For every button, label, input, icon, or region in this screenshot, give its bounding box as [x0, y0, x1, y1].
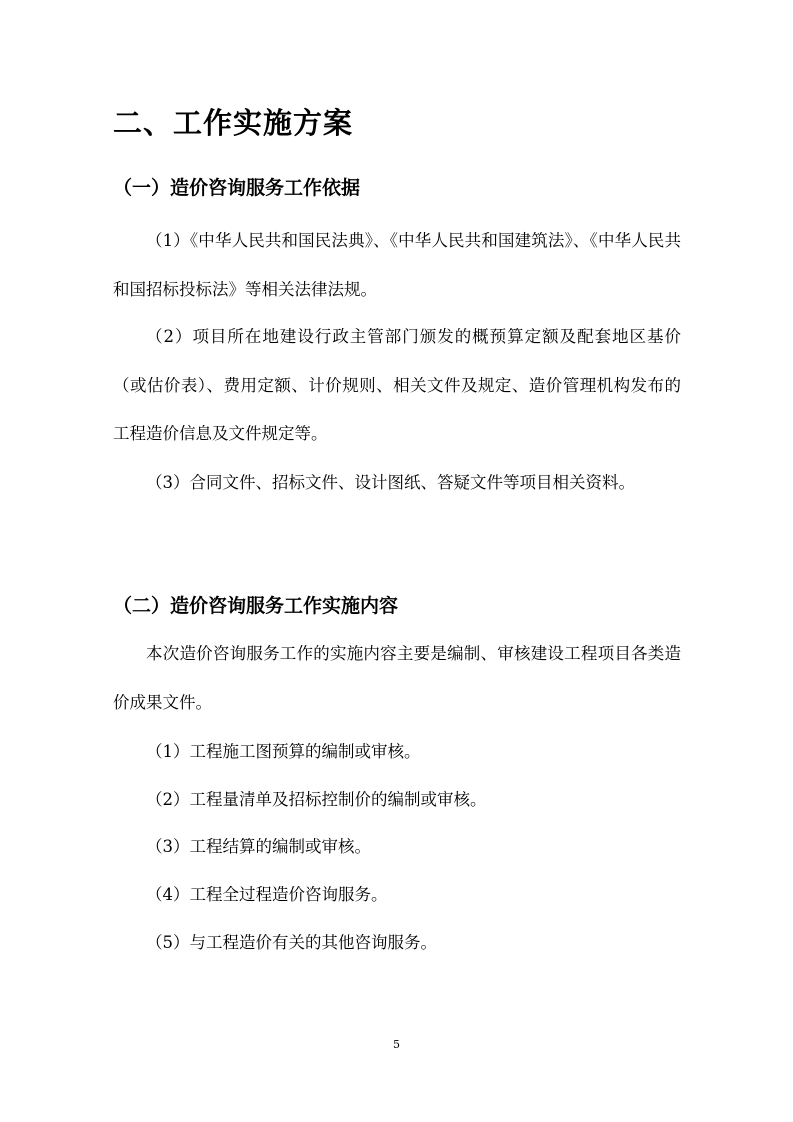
basis-paragraph-1: （1）《中华人民共和国民法典》、《中华人民共和国建筑法》、《中华人民共和国招标投标法》等相关法律法规。: [113, 231, 681, 299]
content-intro-paragraph: 本次造价咨询服务工作的实施内容主要是编制、审核建设工程项目各类造价成果文件。: [113, 644, 681, 712]
page-number: 5: [393, 1038, 400, 1051]
content-item-4: （4）工程全过程造价咨询服务。: [146, 885, 388, 904]
basis-paragraph-3: （3）合同文件、招标文件、设计图纸、答疑文件等项目相关资料。: [146, 473, 635, 492]
section-title: 二、工作实施方案: [113, 106, 354, 140]
content-item-5: （5）与工程造价有关的其他咨询服务。: [146, 933, 437, 952]
content-item-1: （1）工程施工图预算的编制或审核。: [146, 742, 421, 761]
basis-paragraph-2: （2）项目所在地建设行政主管部门颁发的概预算定额及配套地区基价（或估价表）、费用定额、计价规则、相关文件及规定、造价管理机构发布的工程造价信息及文件规定等。: [113, 327, 681, 443]
subsection-1-title: （一）造价咨询服务工作依据: [113, 177, 361, 199]
subsection-2-title: （二）造价咨询服务工作实施内容: [113, 595, 399, 617]
content-item-3: （3）工程结算的编制或审核。: [146, 837, 371, 856]
content-item-2: （2）工程量清单及招标控制价的编制或审核。: [146, 790, 487, 809]
